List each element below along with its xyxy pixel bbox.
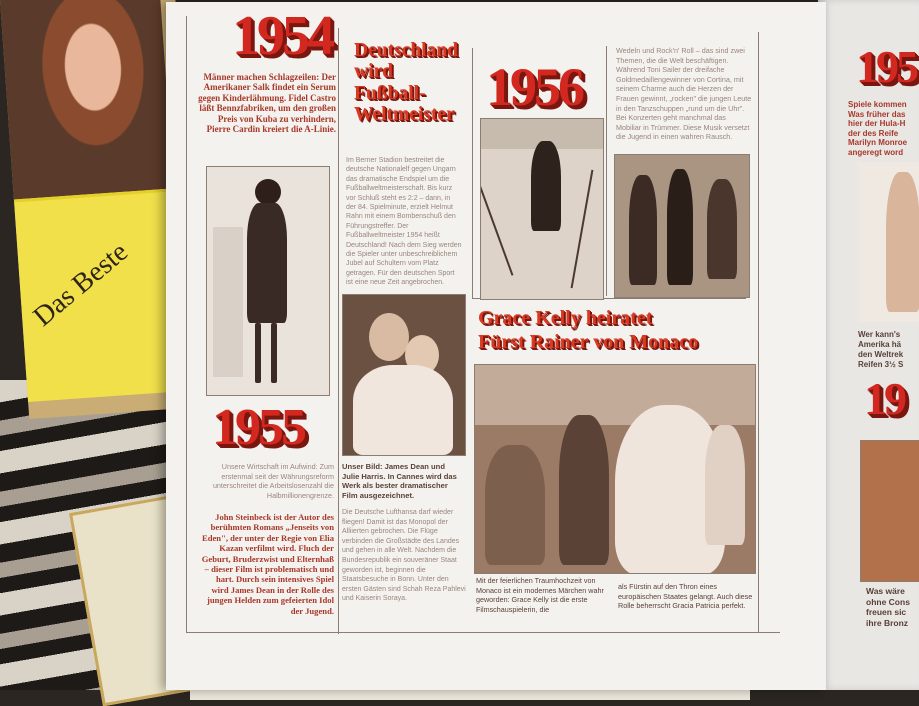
headline-line: Fürst Rainer von Monaco [478,331,699,353]
kelly-text-left: Mit der feierlichen Traumhochzeit von Monaco ist ein modernes Märchen wahr geworden: Grace Kelly ist die erste Filmschauspielerin, die [476,576,604,614]
hula-hoop-photo [858,162,919,322]
text-line: den Weltrek [858,350,904,359]
text-line: der des Reife [848,128,899,138]
text-1954: Männer machen Schlagzeilen: Der Amerikaner Salk findet ein Serum gegen Kinderlähmung. Fidel Castro läßt Bennzfabriken, um den großen Preis von Kuba zu verhindern, Pierre Cardin kreiert die A-Linie. [198,72,336,135]
toni-sailer-photo [480,118,604,300]
headline-line: Deutschland [354,40,459,61]
book-title: Das Beste [27,236,134,333]
text-line: Was früher das [848,109,906,119]
next-page-year-bottom: 19 [864,373,904,424]
book-cover [14,188,188,402]
text-line: Reifen 3½ S [858,360,904,369]
magazine-page [166,2,826,690]
next-page-text-bottom [866,586,919,628]
divider [186,16,187,632]
text-line: Was wäre [866,586,905,596]
headline-line: Fußball- [354,82,426,104]
next-page-year-top: 195 [856,41,916,92]
next-page-text-mid [858,330,919,370]
text-line: Marilyn Monroe [848,138,908,148]
dean-caption: Unser Bild: James Dean und Julie Harris. In Cannes wird das Werk als bester dramatischer Film ausgezeichnet. [342,462,457,500]
text-line: Spiele kommen [848,100,907,109]
divider [338,28,339,634]
book-cover-photo [0,0,174,209]
james-dean-photo [342,294,466,456]
rock-n-roll-photo [614,154,750,298]
headline-line: wird [354,61,393,83]
lufthansa-text: Die Deutsche Lufthansa darf wieder fliegen! Damit ist das Monopol der Alliierten gebrochen. Die Flüge verbinden die Großstädte des Landes und gehen in alle Welt. Nachdem die Bundesrepublik ein souveräner Staat geworden ist, beginnen die Staatsbesuche in Bonn. Unter den ersten Gästen sind Schah Reza Pahlevi und Kaiserin Soraya. [342,509,466,603]
headline-line: Grace Kelly heiratet [478,307,653,329]
text-line: hier der Hula-H [848,119,906,129]
intro-1955: Unsere Wirtschaft im Aufwind: Zum erstenmal seit der Währungsreform unterschreitet die Arbeitslosenzahl die Halbmillionengrenze. [212,462,334,500]
next-page-text-top [848,100,919,158]
football-text: Im Berner Stadion bestreitet die deutsche Nationalelf gegen Ungarn das dramatische Endspiel um die Fußballweltmeisterschaft. Bis kurz vor Schluß steht es 2:2 – dann, in der 84. Spielminute, erzielt Helmut Rahn mit einem Bombenschuß den Führungstreffer. Der Fußballweltmeister 1954 heißt Deutschland! Nach dem Sieg werden die Spieler unter unbeschreiblichem Jubel auf Schultern vom Platz getragen. Für den deutschen Sport ist eine neue Zeit angebrochen. [346,157,462,287]
text-line: ihre Bronz [866,617,909,628]
bronze-photo [860,440,919,582]
text-line: ohne Cons [866,596,910,607]
wedding-photo [474,364,756,574]
text-1955: John Steinbeck ist der Autor des berühmten Romans „Jenseits von Eden", der unter der Regie von Elia Kazan verfilmt wird. Fluch der Geburt, Bruderzwist und Elternhaß – dieser Film ist problematisch und hart. Durch sein intensives Spiel wird James Dean in der Rolle des jungen Helden zum gefeierten Idol der Jugend. [201,512,334,616]
cardin-a-line-photo [206,166,330,396]
kelly-text-right: als Fürstin auf den Thron eines europäischen Staates gelangt. Auch diese Rolle beherrscht Gracia Patricia perfekt. [618,582,753,611]
next-page [818,0,919,690]
year-1954: 1954 [232,5,332,67]
kelly-headline [478,306,768,354]
football-headline [354,40,484,126]
text-1956: Wedeln und Rock'n' Roll – das sind zwei Themen, die die Welt beschäftigen. Während Toni Sailer der dreifache Goldmedaillengewinner von Cortina, mit seinem Charme auch die Herzen der Frauen gewinnt, „rocken" die jungen Leute in den Tanzschuppen „rund um die Uhr". Bei Konzerten geht manchmal das Mobiliar in Trümmer. Diese Musik versetzt die Jugend in einen wahren Rausch. [616,46,752,142]
divider [606,46,607,296]
year-1956: 1956 [486,57,582,117]
divider [186,632,780,633]
headline-line: Weltmeister [354,104,455,126]
year-1955: 1955 [212,399,304,456]
text-line: Amerika hä [858,340,902,349]
text-line: Wer kann's [858,330,901,339]
text-line: freuen sic [866,607,907,617]
text-line: angeregt word [848,147,904,157]
